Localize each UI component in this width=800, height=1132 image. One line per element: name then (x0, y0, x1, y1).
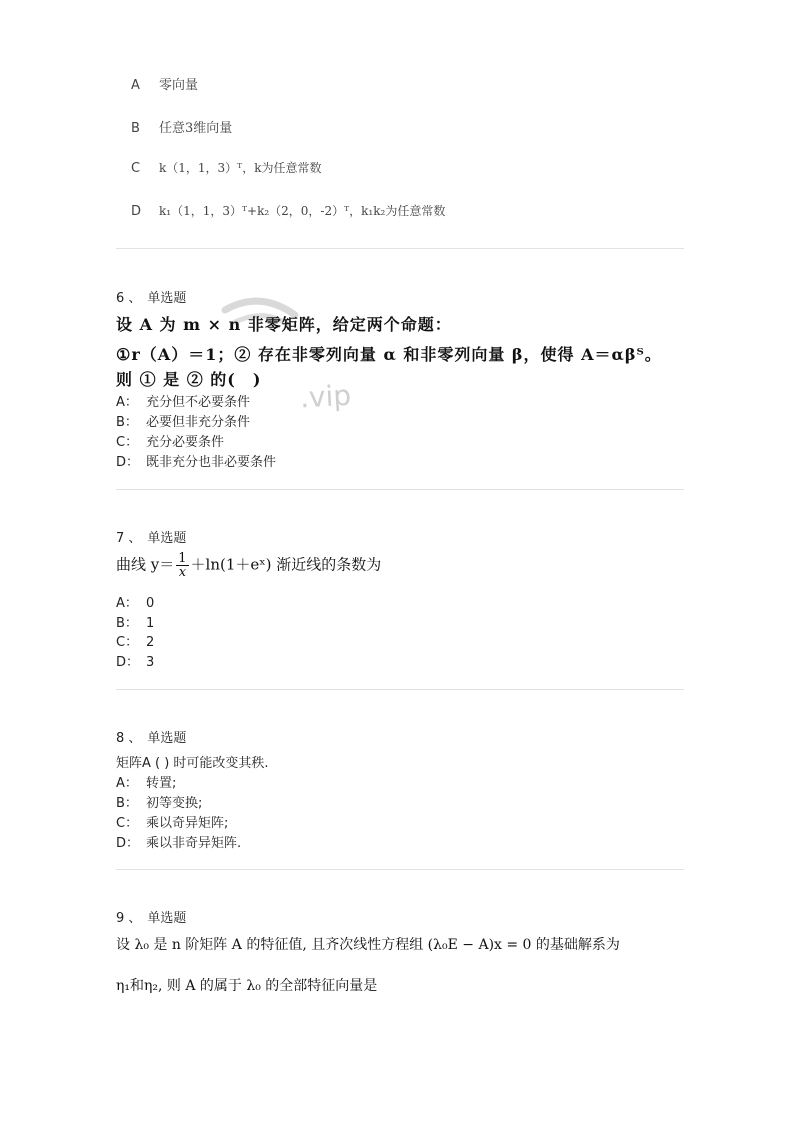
option-letter: B (131, 121, 140, 136)
question-type: 单选题 (147, 911, 187, 926)
choice-letter: B： (116, 616, 138, 631)
divider (116, 689, 684, 690)
prev-option-a[interactable] (131, 74, 198, 93)
q7-choice-a[interactable] (116, 592, 154, 611)
question-number: 9 、 (116, 911, 142, 926)
stem-prefix: 曲线 y＝ (116, 555, 175, 574)
q8-choice-c[interactable] (116, 812, 228, 831)
question-7-stem (116, 552, 381, 579)
choice-text: 3 (146, 655, 155, 670)
question-number: 7 、 (116, 531, 142, 546)
choice-letter: B： (116, 415, 138, 430)
q6-choice-c[interactable] (116, 431, 224, 450)
prev-option-c[interactable] (131, 159, 322, 176)
choice-letter: D： (116, 836, 140, 851)
fraction-numerator: 1 (178, 551, 187, 566)
question-8-header (116, 727, 186, 746)
q8-choice-d[interactable] (116, 832, 241, 851)
divider (116, 489, 684, 490)
question-6-stem-line2: ①r（A）＝1；② 存在非零列向量 α 和非零列向量 β，使得 A＝αβᵀ。 (116, 345, 662, 364)
question-type: 单选题 (147, 531, 187, 546)
question-9-header (116, 907, 186, 926)
q8-choice-a[interactable] (116, 772, 176, 791)
q8-choice-b[interactable] (116, 792, 202, 811)
stem-suffix: ＋ln(1＋eˣ) 渐近线的条数为 (190, 555, 382, 574)
option-text: 零向量 (159, 78, 199, 93)
prev-option-d[interactable] (131, 202, 445, 219)
option-text: k₁（1，1，3）ᵀ+k₂（2，0，-2）ᵀ，k₁k₂为任意常数 (159, 204, 446, 218)
choice-text: 乘以非奇异矩阵. (146, 836, 242, 851)
question-6-stem-line1: 设 A 为 m × n 非零矩阵，给定两个命题： (116, 315, 452, 334)
question-number: 6 、 (116, 291, 142, 306)
choice-text: 转置; (146, 776, 177, 791)
divider (116, 248, 684, 249)
option-text: k（1，1，3）ᵀ，k为任意常数 (159, 161, 322, 175)
question-9-stem-line2: η₁和η₂, 则 A 的属于 λ₀ 的全部特征向量是 (116, 978, 378, 994)
choice-letter: A： (116, 596, 138, 611)
fraction (176, 552, 188, 579)
question-7-header (116, 527, 186, 546)
choice-text: 充分必要条件 (146, 435, 225, 450)
choice-text: 1 (146, 616, 155, 631)
choice-text: 乘以奇异矩阵; (146, 816, 229, 831)
choice-text: 必要但非充分条件 (146, 415, 251, 430)
q7-choice-b[interactable] (116, 612, 154, 631)
option-letter: A (131, 78, 140, 93)
choice-letter: B： (116, 796, 138, 811)
choice-text: 充分但不必要条件 (146, 395, 251, 410)
q7-choice-c[interactable] (116, 631, 154, 650)
question-8-stem: 矩阵A ( ) 时可能改变其秩. (116, 756, 269, 771)
choice-text: 2 (146, 635, 155, 650)
choice-text: 0 (146, 596, 155, 611)
q6-choice-b[interactable] (116, 411, 250, 430)
q6-choice-a[interactable] (116, 391, 250, 410)
divider (116, 869, 684, 870)
choice-letter: A： (116, 776, 138, 791)
choice-letter: C： (116, 635, 139, 650)
prev-option-b[interactable] (131, 117, 232, 136)
choice-letter: A： (116, 395, 138, 410)
choice-letter: D： (116, 655, 140, 670)
question-number: 8 、 (116, 731, 142, 746)
option-letter: D (131, 204, 142, 219)
q6-choice-d[interactable] (116, 451, 276, 470)
choice-text: 初等变换; (146, 796, 203, 811)
question-type: 单选题 (147, 731, 187, 746)
question-type: 单选题 (147, 291, 187, 306)
choice-text: 既非充分也非必要条件 (146, 455, 277, 470)
question-9-stem-line1: 设 λ₀ 是 n 阶矩阵 A 的特征值, 且齐次线性方程组 (λ₀E − A)x = 0 的基础解系为 (116, 937, 620, 953)
choice-letter: D： (116, 455, 140, 470)
choice-letter: C： (116, 435, 139, 450)
fraction-denominator: x (178, 565, 187, 580)
watermark-text: .vip (299, 378, 352, 415)
q7-choice-d[interactable] (116, 651, 154, 670)
option-letter: C (131, 161, 141, 176)
question-6-header (116, 287, 186, 306)
choice-letter: C： (116, 816, 139, 831)
option-text: 任意3维向量 (159, 121, 233, 136)
question-6-stem-line3: 则 ① 是 ② 的( ) (116, 370, 262, 389)
